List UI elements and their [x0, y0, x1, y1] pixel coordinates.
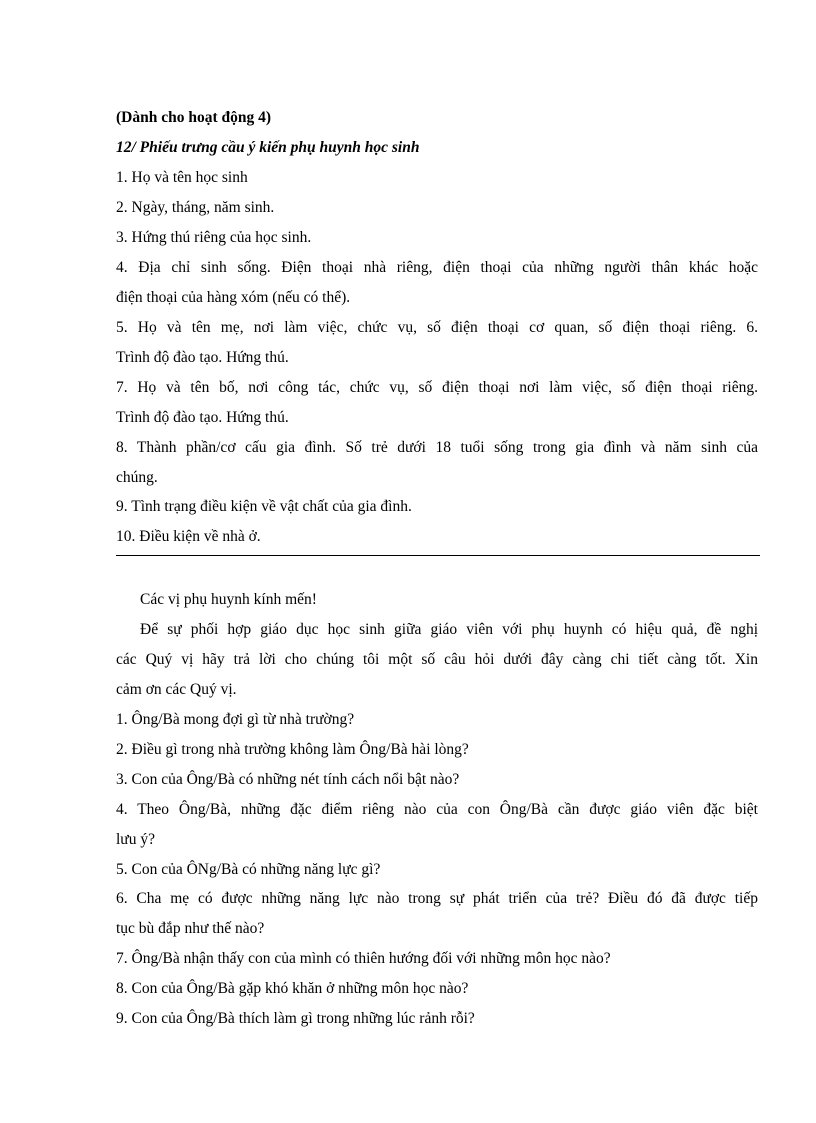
info-item-5-line1: 5. Họ và tên mẹ, nơi làm việc, chức vụ, số điện thoại cơ quan, số điện thoại riêng. 6.: [116, 319, 758, 336]
info-item-1: 1. Họ và tên học sinh: [116, 169, 248, 186]
info-item-5-line2: Trình độ đào tạo. Hứng thú.: [116, 349, 289, 366]
question-9: 9. Con của Ông/Bà thích làm gì trong những lúc rảnh rỗi?: [116, 1010, 475, 1027]
info-item-8-line1: 8. Thành phần/cơ cấu gia đình. Số trẻ dưới 18 tuổi sống trong gia đình và năm sinh của: [116, 439, 758, 456]
activity-note: (Dành cho hoạt động 4): [116, 109, 272, 126]
question-1: 1. Ông/Bà mong đợi gì từ nhà trường?: [116, 711, 355, 728]
intro-line3: cảm ơn các Quý vị.: [116, 681, 237, 698]
question-7: 7. Ông/Bà nhận thấy con của mình có thiên hướng đối với những môn học nào?: [116, 950, 611, 967]
info-item-10: 10. Điều kiện về nhà ở.: [116, 528, 261, 545]
question-5: 5. Con của ÔNg/Bà có những năng lực gì?: [116, 861, 381, 878]
section-divider: [116, 555, 760, 556]
info-item-9: 9. Tình trạng điều kiện về vật chất của gia đình.: [116, 498, 412, 515]
question-6-line2: tục bù đắp như thế nào?: [116, 920, 265, 937]
info-item-2: 2. Ngày, tháng, năm sinh.: [116, 199, 275, 216]
info-item-3: 3. Hứng thú riêng của học sinh.: [116, 229, 312, 246]
question-2: 2. Điều gì trong nhà trường không làm Ông/Bà hài lòng?: [116, 741, 469, 758]
question-3: 3. Con của Ông/Bà có những nét tính cách nổi bật nào?: [116, 771, 460, 788]
intro-line1: Để sự phối hợp giáo dục học sinh giữa giáo viên với phụ huynh có hiệu quả, đề nghị: [140, 621, 758, 638]
question-4-line2: lưu ý?: [116, 831, 155, 848]
intro-line2: các Quý vị hãy trả lời cho chúng tôi một số câu hỏi dưới đây càng chi tiết càng tốt. Xin: [116, 651, 758, 668]
info-item-7-line1: 7. Họ và tên bố, nơi công tác, chức vụ, số điện thoại nơi làm việc, số điện thoại riêng.: [116, 379, 758, 396]
info-item-4-line1: 4. Địa chỉ sinh sống. Điện thoại nhà riêng, điện thoại của những người thân khác hoặc: [116, 259, 758, 276]
info-item-7-line2: Trình độ đào tạo. Hứng thú.: [116, 409, 289, 426]
question-4-line1: 4. Theo Ông/Bà, những đặc điểm riêng nào của con Ông/Bà cần được giáo viên đặc biệt: [116, 801, 758, 818]
question-8: 8. Con của Ông/Bà gặp khó khăn ở những môn học nào?: [116, 980, 469, 997]
question-6-line1: 6. Cha mẹ có được những năng lực nào trong sự phát triển của trẻ? Điều đó đã được tiếp: [116, 890, 758, 907]
section-title: 12/ Phiếu trưng cầu ý kiến phụ huynh học sinh: [116, 139, 420, 156]
info-item-4-line2: điện thoại của hàng xóm (nếu có thể).: [116, 289, 351, 306]
greeting: Các vị phụ huynh kính mến!: [140, 591, 317, 608]
info-item-8-line2: chúng.: [116, 469, 158, 486]
